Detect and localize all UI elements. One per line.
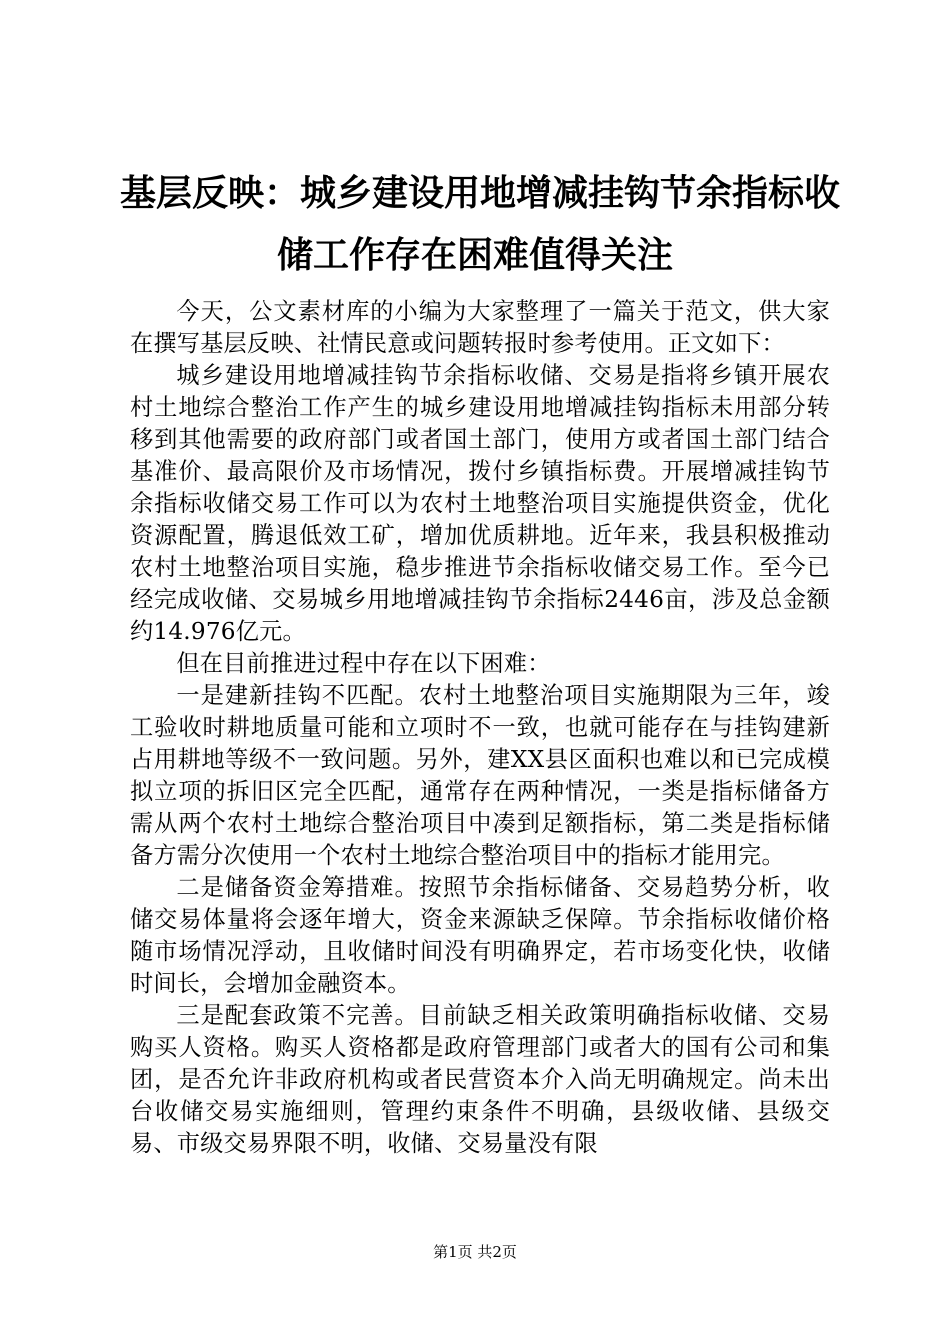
paragraph-difficulties-intro: 但在目前推进过程中存在以下困难： [176,650,551,677]
document-body [130,296,830,1160]
paragraph-difficulty-2: 二是储备资金筹措难。按照节余指标储备、交易趋势分析，收储交易体量将会逐年增大，资金来源缺乏保障。节余指标收储价格随市场情况浮动，且收储时间没有明确界定，若市场变化快，收储时间长，会增加金融资本。 [130,874,830,997]
title-line-1: 基层反映：城乡建设用地增减挂钩节余指标收 [120,172,841,214]
document-title [120,162,841,286]
paragraph-difficulty-3: 三是配套政策不完善。目前缺乏相关政策明确指标收储、交易购买人资格。购买人资格都是政府管理部门或者大的国有公司和集团，是否允许非政府机构或者民营资本介入尚无明确规定。尚未出台收储交易实施细则，管理约束条件不明确，县级收储、县级交易、市级交易界限不明，收储、交易量没有限 [130,1002,830,1157]
page-footer: 第1页 共2页 [433,1243,517,1261]
paragraph-intro: 今天，公文素材库的小编为大家整理了一篇关于范文，供大家在撰写基层反映、社情民意或问题转报时参考使用。正文如下： [130,298,830,357]
paragraph-difficulty-1: 一是建新挂钩不匹配。农村土地整治项目实施期限为三年，竣工验收时耕地质量可能和立项时不一致，也就可能存在与挂钩建新占用耕地等级不一致问题。另外，建XX县区面积也难以和已完成模拟立项的拆旧区完全匹配，通常存在两种情况，一类是指标储备方需从两个农村土地综合整治项目中凑到足额指标，第二类是指标储备方需分次使用一个农村土地综合整治项目中的指标才能用完。 [130,682,830,869]
paragraph-background: 城乡建设用地增减挂钩节余指标收储、交易是指将乡镇开展农村土地综合整治工作产生的城乡建设用地增减挂钩指标未用部分转移到其他需要的政府部门或者国土部门，使用方或者国土部门结合基准价、最高限价及市场情况，拨付乡镇指标费。开展增减挂钩节余指标收储交易工作可以为农村土地整治项目实施提供资金，优化资源配置，腾退低效工矿，增加优质耕地。近年来，我县积极推动农村土地整治项目实施，稳步推进节余指标收储交易工作。至今已经完成收储、交易城乡用地增减挂钩节余指标2446亩，涉及总金额约14.976亿元。 [130,362,830,645]
title-line-2: 储工作存在困难值得关注 [276,234,673,276]
